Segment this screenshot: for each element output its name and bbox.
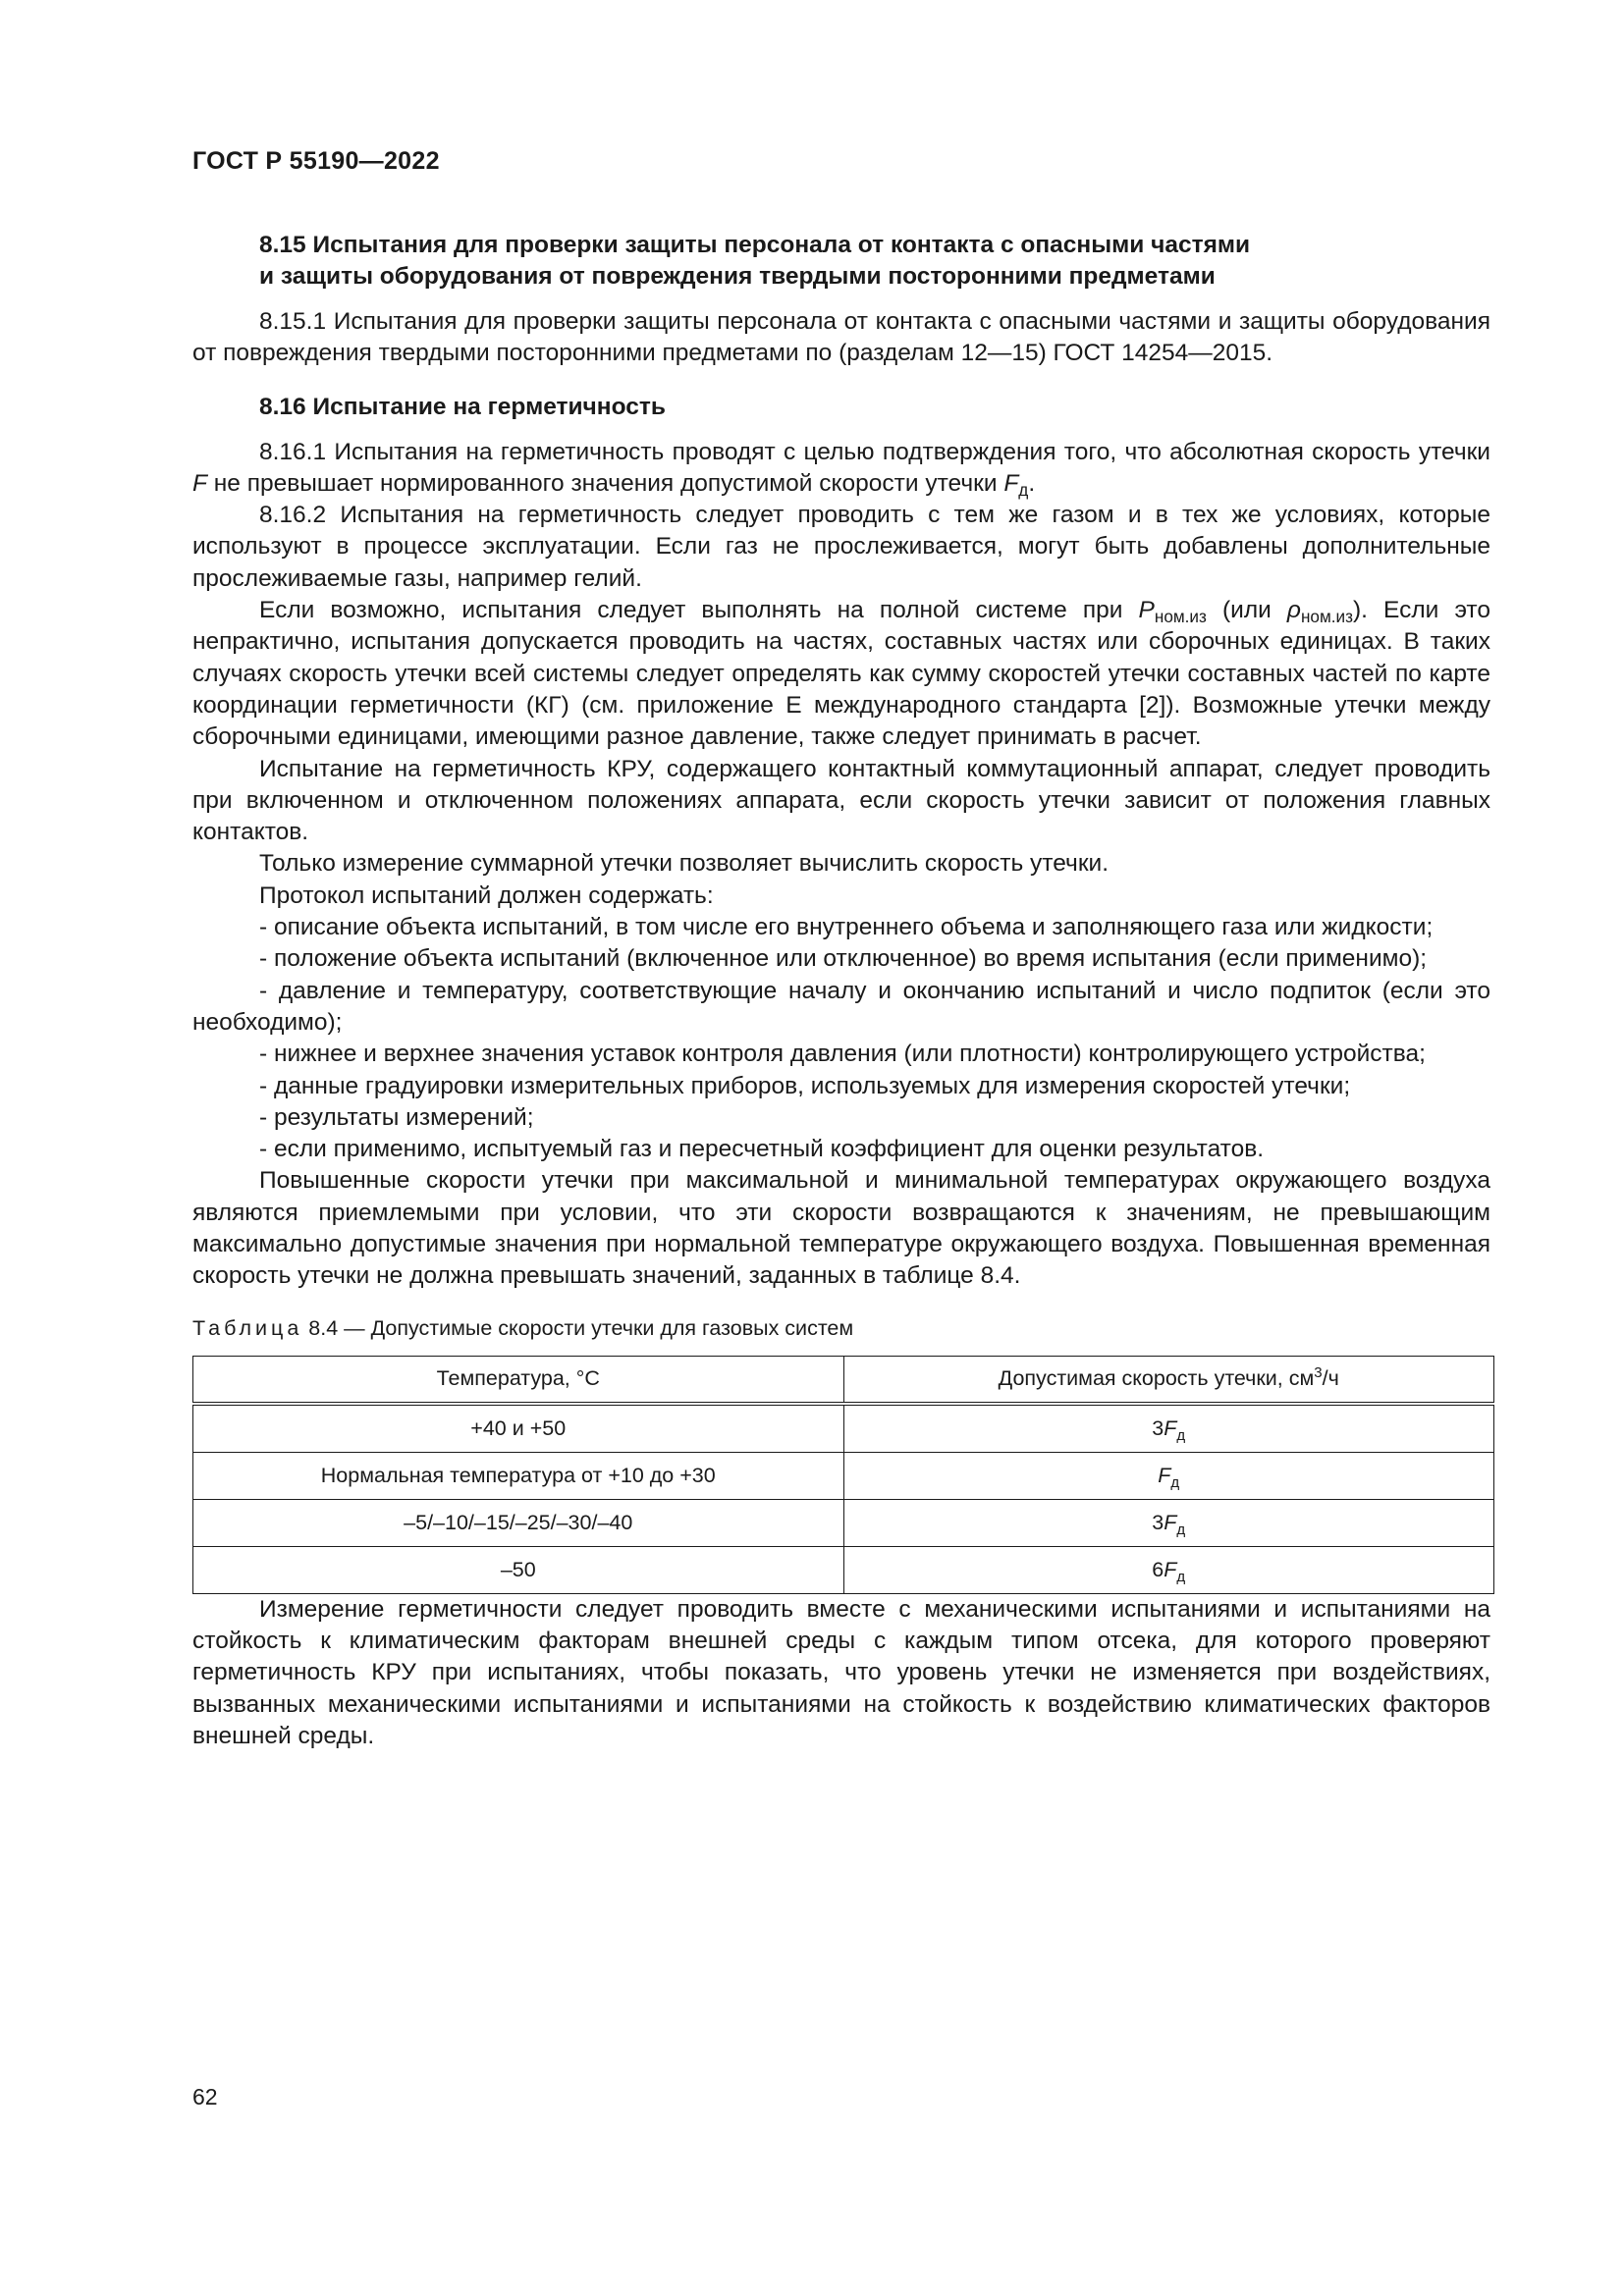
col-header-temperature: Температура, °С — [193, 1356, 844, 1404]
leak-rate-table — [192, 1356, 1494, 1594]
list-item: - данные градуировки измерительных приборов, используемых для измерения скоростей утечки; — [259, 1072, 1351, 1099]
table-caption-text: 8.4 — Допустимые скорости утечки для газовых систем — [302, 1315, 854, 1340]
list-item: - положение объекта испытаний (включенное или отключенное) во время испытания (если применимо); — [259, 945, 1428, 973]
protocol-list — [192, 912, 1490, 1165]
list-item: - нижнее и верхнее значения уставок контроля давления (или плотности) контролирующего устройства; — [259, 1041, 1426, 1068]
cell-temperature: –50 — [193, 1546, 844, 1593]
section-8-15-heading-line1: 8.15 Испытания для проверки защиты персонала от контакта с опасными частями — [259, 232, 1251, 258]
paragraph-8-16-2: 8.16.2 Испытания на герметичность следует проводить с тем же газом и в тех же условиях, которые используют в процессе эксплуатации. Если газ не прослеживается, могут быть добавлены дополнительные прослеживаемые газы, например гелий. — [192, 502, 1490, 592]
section-8-16-heading: 8.16 Испытание на герметичность — [259, 393, 666, 420]
paragraph-total-leak: Только измерение суммарной утечки позволяет вычислить скорость утечки. — [259, 850, 1110, 878]
table-caption — [192, 1314, 1490, 1342]
list-item: - если применимо, испытуемый газ и пересчетный коэффициент для оценки результатов. — [259, 1136, 1265, 1163]
cell-leak-rate: $6F_д$ — [843, 1546, 1494, 1593]
table-header-row — [193, 1356, 1494, 1404]
standard-designation: ГОСТ Р 55190—2022 — [192, 147, 440, 175]
paragraph-8-16-1: 8.16.1 Испытания на герметичность проводят с целью подтверждения того, что абсолютная скорость утечки F не превышает нормированного значения допустимой скорости утечки $F_д$. — [192, 438, 1490, 500]
table-row — [193, 1404, 1494, 1453]
paragraph-leak-measurement: Измерение герметичности следует проводить вместе с механическими испытаниями и испытаниями на стойкость к климатическим факторам внешней среды с каждым типом отсека, для которого проверяют герметичность КРУ при испытаниях, чтобы показать, что уровень утечки не изменяется при воздействиях, вызванных механическими испытаниями и испытаниями на стойкость к воздействию климатических факторов внешней среды. — [192, 1595, 1490, 1749]
section-8-15-heading-line2: и защиты оборудования от повреждения твердыми посторонними предметами — [259, 263, 1216, 290]
page-number: 62 — [192, 2084, 218, 2109]
list-item: - описание объекта испытаний, в том числе его внутреннего объема и заполняющего газа или жидкости; — [259, 914, 1434, 941]
cell-temperature: +40 и +50 — [193, 1404, 844, 1453]
paragraph-protocol-intro: Протокол испытаний должен содержать: — [259, 881, 714, 909]
list-item: - результаты измерений; — [259, 1103, 534, 1131]
cell-leak-rate: $3F_д$ — [843, 1404, 1494, 1453]
section-8-15-heading — [192, 230, 1490, 293]
table-row — [193, 1499, 1494, 1546]
list-item: - давление и температуру, соответствующие началу и окончанию испытаний и число подпиток (если это необходимо); — [192, 977, 1490, 1036]
col-header-leak-rate: Допустимая скорость утечки, $см^3/ч$ — [843, 1356, 1494, 1404]
table-row — [193, 1452, 1494, 1499]
cell-leak-rate: $F_д$ — [843, 1452, 1494, 1499]
page-content — [192, 230, 1490, 1752]
paragraph-elevated-leak: Повышенные скорости утечки при максимальной и минимальной температурах окружающего воздуха являются приемлемыми при условии, что эти скорости возвращаются к значениям, не превышающим максимально допустимые значения при нормальной температуре окружающего воздуха. Повышенная временная скорость утечки не должна превышать значений, заданных в таблице 8.4. — [192, 1167, 1490, 1290]
paragraph-full-system: Если возможно, испытания следует выполнять на полной системе при $P_{ном.из}$ (или $\rho_{ном.из}$). Если это непрактично, испытания допускается проводить на частях, составных частях или сборочных единицах. В таких случаях скорость утечки всей системы следует определять как сумму скоростей утечки составных частей по карте координации герметичности (КГ) (см. приложение Е международного стандарта [2]). Возможные утечки между сборочными единицами, имеющими разное давление, также следует принимать в расчет. — [192, 597, 1490, 751]
table-row — [193, 1546, 1494, 1593]
cell-leak-rate: $3F_д$ — [843, 1499, 1494, 1546]
cell-temperature: –5/–10/–15/–25/–30/–40 — [193, 1499, 844, 1546]
table-caption-word: Таблица — [192, 1315, 303, 1340]
cell-temperature: Нормальная температура от +10 до +30 — [193, 1452, 844, 1499]
paragraph-switchgear-test: Испытание на герметичность КРУ, содержащего контактный коммутационный аппарат, следует проводить при включенном и отключенном положениях аппарата, если скорость утечки зависит от положения главных контактов. — [192, 755, 1490, 846]
paragraph-8-15-1: 8.15.1 Испытания для проверки защиты персонала от контакта с опасными частями и защиты оборудования от повреждения твердыми посторонними предметами по (разделам 12—15) ГОСТ 14254—2015. — [192, 308, 1490, 367]
